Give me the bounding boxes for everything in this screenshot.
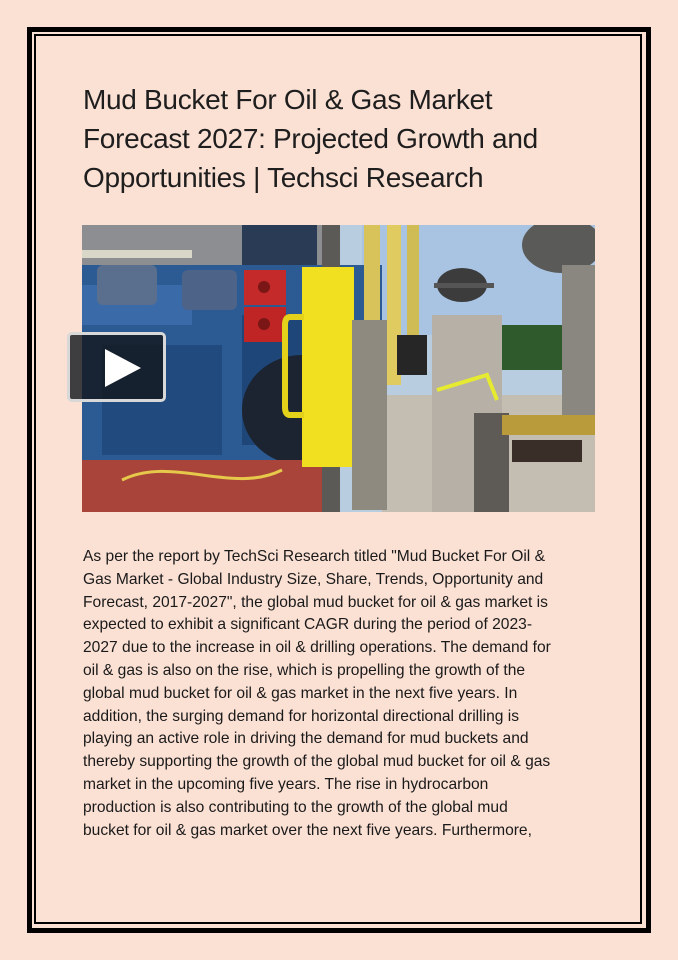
body-line: Forecast, 2017-2027", the global mud bucket for oil & gas market is (83, 593, 548, 611)
body-line: production is also contributing to the growth of the global mud (83, 798, 508, 816)
document-title (83, 80, 583, 197)
title-line: Opportunities | Techsci Research (83, 162, 484, 193)
article-body (83, 546, 603, 842)
title-line: Forecast 2027: Projected Growth and (83, 123, 538, 154)
play-icon (105, 349, 141, 387)
title-line: Mud Bucket For Oil & Gas Market (83, 84, 493, 115)
play-button[interactable] (67, 332, 166, 402)
body-line: addition, the surging demand for horizontal directional drilling is (83, 707, 520, 725)
body-line: Gas Market - Global Industry Size, Share, Trends, Opportunity and (83, 570, 544, 588)
body-line: expected to exhibit a significant CAGR during the period of 2023- (83, 616, 533, 634)
body-line: playing an active role in driving the demand for mud buckets and (83, 730, 529, 748)
body-line: 2027 due to the increase in oil & drilling operations. The demand for (83, 639, 551, 657)
body-line: global mud bucket for oil & gas market in the next five years. In (83, 684, 518, 702)
body-line: oil & gas is also on the rise, which is propelling the growth of the (83, 661, 526, 679)
body-line: bucket for oil & gas market over the next five years. Furthermore, (83, 821, 532, 839)
body-line: As per the report by TechSci Research titled "Mud Bucket For Oil & (83, 548, 545, 565)
body-line: thereby supporting the growth of the global mud bucket for oil & gas (83, 753, 551, 771)
body-line: market in the upcoming five years. The rise in hydrocarbon (83, 775, 489, 793)
